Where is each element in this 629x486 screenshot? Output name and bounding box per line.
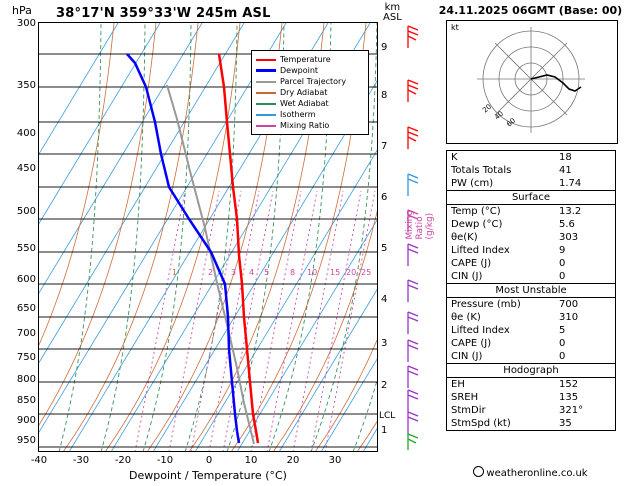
table-row (447, 177, 615, 191)
surface-key-li: Lifted Index (451, 245, 510, 256)
temp-tick-30: 30 (328, 455, 342, 466)
temp-tick-10: 10 (244, 455, 258, 466)
wind-barb-700 (408, 340, 418, 362)
unstable-val-pressure: 700 (559, 299, 579, 310)
wind-barb-350 (408, 80, 418, 102)
pressure-tick-450: 450 (16, 163, 36, 174)
height-unit-label: km ASL (383, 2, 402, 23)
wind-barb-550 (408, 244, 418, 266)
wind-barb-500 (408, 210, 418, 232)
info-panel (432, 0, 629, 486)
pressure-tick-550: 550 (16, 243, 36, 254)
chart-legend (251, 50, 369, 135)
table-row (447, 231, 615, 244)
wind-barb-400 (408, 127, 418, 149)
surface-val-thetae: 303 (559, 232, 579, 243)
table-row (447, 311, 615, 324)
section-title-hodograph: Hodograph (447, 364, 615, 378)
unstable-key-cape: CAPE (J) (451, 338, 492, 349)
pressure-tick-350: 350 (16, 80, 36, 91)
hodo-key-sreh: SREH (451, 392, 479, 403)
index-val-totals: 41 (559, 165, 572, 176)
legend-item-dewpoint (256, 65, 364, 76)
temp-tick-0: 0 (205, 455, 213, 466)
mixing-ratio-label-8: 8 (290, 268, 296, 277)
wind-barb-950 (408, 434, 418, 450)
table-row (447, 350, 615, 364)
credit-line (432, 466, 629, 479)
x-axis-title: Dewpoint / Temperature (°C) (129, 469, 287, 482)
unstable-val-thetae: 310 (559, 312, 579, 323)
legend-label-wet-adiabat: Wet Adiabat (280, 99, 329, 108)
surface-key-thetae: θe(K) (451, 232, 478, 243)
legend-item-isotherm (256, 109, 364, 120)
hodograph-ring-label-40: 40 (493, 109, 506, 122)
table-row (447, 218, 615, 231)
unstable-key-pressure: Pressure (mb) (451, 299, 521, 310)
pressure-tick-900: 900 (16, 415, 36, 426)
mixing-ratio-label-25: 25 (361, 268, 372, 277)
legend-swatch-temperature (256, 59, 276, 61)
mixing-ratio-label-4: 4 (249, 268, 255, 277)
pressure-tick-300: 300 (16, 18, 36, 29)
unstable-key-li: Lifted Index (451, 325, 510, 336)
legend-swatch-wet-adiabat (256, 103, 276, 105)
temp-tick-20: 20 (286, 455, 300, 466)
legend-swatch-dewpoint (256, 69, 276, 72)
table-row (447, 391, 615, 404)
legend-label-isotherm: Isotherm (280, 110, 316, 119)
index-key-totals: Totals Totals (451, 165, 512, 176)
wind-barb-850 (408, 412, 418, 434)
unstable-val-cape: 0 (559, 338, 566, 349)
hodograph-trace (531, 75, 581, 91)
temp-tick--30: -30 (72, 455, 90, 466)
unstable-key-cin: CIN (J) (451, 351, 483, 362)
pressure-tick-650: 650 (16, 303, 36, 314)
height-tick-3: 3 (381, 338, 388, 349)
surface-val-cin: 0 (559, 271, 566, 282)
wind-barb-750 (408, 366, 418, 388)
legend-item-dry-adiabat (256, 87, 364, 98)
hodograph-ring-label-60: 60 (505, 116, 518, 129)
hodo-val-eh: 152 (559, 379, 579, 390)
height-tick-1: 1 (381, 425, 388, 436)
surface-key-dewp: Dewp (°C) (451, 219, 503, 230)
legend-item-mixing-ratio (256, 120, 364, 131)
index-key-pw: PW (cm) (451, 178, 494, 189)
temp-tick--40: -40 (30, 455, 48, 466)
date-header: 24.11.2025 06GMT (Base: 00) (438, 4, 623, 17)
mixing-ratio-label-15: 15 (330, 268, 341, 277)
hodo-val-sreh: 135 (559, 392, 579, 403)
table-row (447, 417, 615, 430)
index-key-k: K (451, 152, 458, 163)
pressure-unit-label: hPa (12, 4, 32, 17)
hodo-key-stmdir: StmDir (451, 405, 486, 416)
wind-barb-450 (408, 174, 418, 196)
table-row (447, 257, 615, 270)
height-tick-9: 9 (381, 42, 388, 53)
surface-val-temp: 13.2 (559, 206, 582, 217)
mixing-ratio-label-2: 2 (208, 268, 214, 277)
pressure-tick-750: 750 (16, 352, 36, 363)
table-row (447, 205, 615, 219)
copyright-icon (473, 466, 484, 477)
mixing-ratio-label-1: 1 (172, 268, 178, 277)
hodo-key-stmspd: StmSpd (kt) (451, 418, 511, 429)
mixing-ratio-label-5: 5 (264, 268, 270, 277)
surface-val-li: 9 (559, 245, 566, 256)
surface-val-cape: 0 (559, 258, 566, 269)
legend-label-parcel: Parcel Trajectory (280, 77, 347, 86)
height-tick-6: 6 (381, 192, 388, 203)
unstable-val-cin: 0 (559, 351, 566, 362)
section-title-unstable: Most Unstable (447, 284, 615, 298)
table-section-hodograph (447, 364, 615, 378)
height-tick-2: 2 (381, 380, 388, 391)
legend-item-wet-adiabat (256, 98, 364, 109)
wind-barb-column (392, 22, 430, 452)
legend-swatch-parcel (256, 81, 276, 83)
legend-label-dewpoint: Dewpoint (280, 66, 319, 75)
skewt-plot-area (38, 22, 378, 452)
wind-barb-800 (408, 390, 418, 412)
pressure-tick-400: 400 (16, 128, 36, 139)
table-row (447, 244, 615, 257)
height-tick-5: 5 (381, 243, 388, 254)
legend-item-temperature (256, 54, 364, 65)
hodograph-diagram (447, 21, 615, 141)
wind-barb-600 (408, 280, 418, 302)
wind-barb-300 (408, 26, 418, 48)
table-row (447, 164, 615, 177)
legend-swatch-dry-adiabat (256, 92, 276, 94)
table-section-surface (447, 191, 615, 205)
mixing-ratio-label-10: 10 (307, 268, 318, 277)
legend-swatch-mixing-ratio (256, 125, 276, 127)
legend-label-mixing-ratio: Mixing Ratio (280, 121, 330, 130)
hodo-val-stmspd: 35 (559, 418, 572, 429)
station-title: 38°17'N 359°33'W 245m ASL (56, 6, 271, 21)
surface-key-cape: CAPE (J) (451, 258, 492, 269)
legend-label-temperature: Temperature (280, 55, 331, 64)
hodo-key-eh: EH (451, 379, 465, 390)
legend-item-parcel (256, 76, 364, 87)
pressure-tick-600: 600 (16, 274, 36, 285)
unstable-val-li: 5 (559, 325, 566, 336)
hodograph-unit-label: kt (451, 23, 459, 32)
pressure-tick-950: 950 (16, 435, 36, 446)
credit-text: weatheronline.co.uk (486, 468, 588, 479)
table-row (447, 404, 615, 417)
table-row (447, 151, 615, 164)
table-row (447, 324, 615, 337)
table-row (447, 337, 615, 350)
wind-barb-650 (408, 312, 418, 334)
temp-tick--20: -20 (114, 455, 132, 466)
mixing-ratio-axis-title: Mixing Ratio (g/kg) (405, 210, 435, 240)
dewpoint-line (127, 54, 239, 443)
table-row (447, 378, 615, 392)
legend-swatch-isotherm (256, 114, 276, 116)
surface-val-dewp: 5.6 (559, 219, 575, 230)
table-row (447, 270, 615, 284)
pressure-tick-700: 700 (16, 328, 36, 339)
table-row (447, 298, 615, 312)
hodo-val-stmdir: 321° (559, 405, 584, 416)
height-tick-7: 7 (381, 141, 388, 152)
index-val-pw: 1.74 (559, 178, 582, 189)
mixing-ratio-label-3: 3 (231, 268, 237, 277)
index-val-k: 18 (559, 152, 572, 163)
temp-tick--10: -10 (156, 455, 174, 466)
section-title-surface: Surface (447, 191, 615, 205)
legend-label-dry-adiabat: Dry Adiabat (280, 88, 328, 97)
pressure-tick-800: 800 (16, 374, 36, 385)
hodograph-ring-label-20: 20 (481, 102, 494, 115)
surface-key-cin: CIN (J) (451, 271, 483, 282)
height-tick-8: 8 (381, 90, 388, 101)
pressure-tick-850: 850 (16, 395, 36, 406)
height-tick-4: 4 (381, 294, 388, 305)
table-section-unstable (447, 284, 615, 298)
lcl-label: LCL (379, 411, 396, 421)
pressure-tick-500: 500 (16, 206, 36, 217)
unstable-key-thetae: θe (K) (451, 312, 481, 323)
surface-key-temp: Temp (°C) (451, 206, 501, 217)
hodograph-panel (446, 20, 618, 144)
mixing-ratio-label-20: 20 (346, 268, 357, 277)
indices-table (446, 150, 616, 431)
